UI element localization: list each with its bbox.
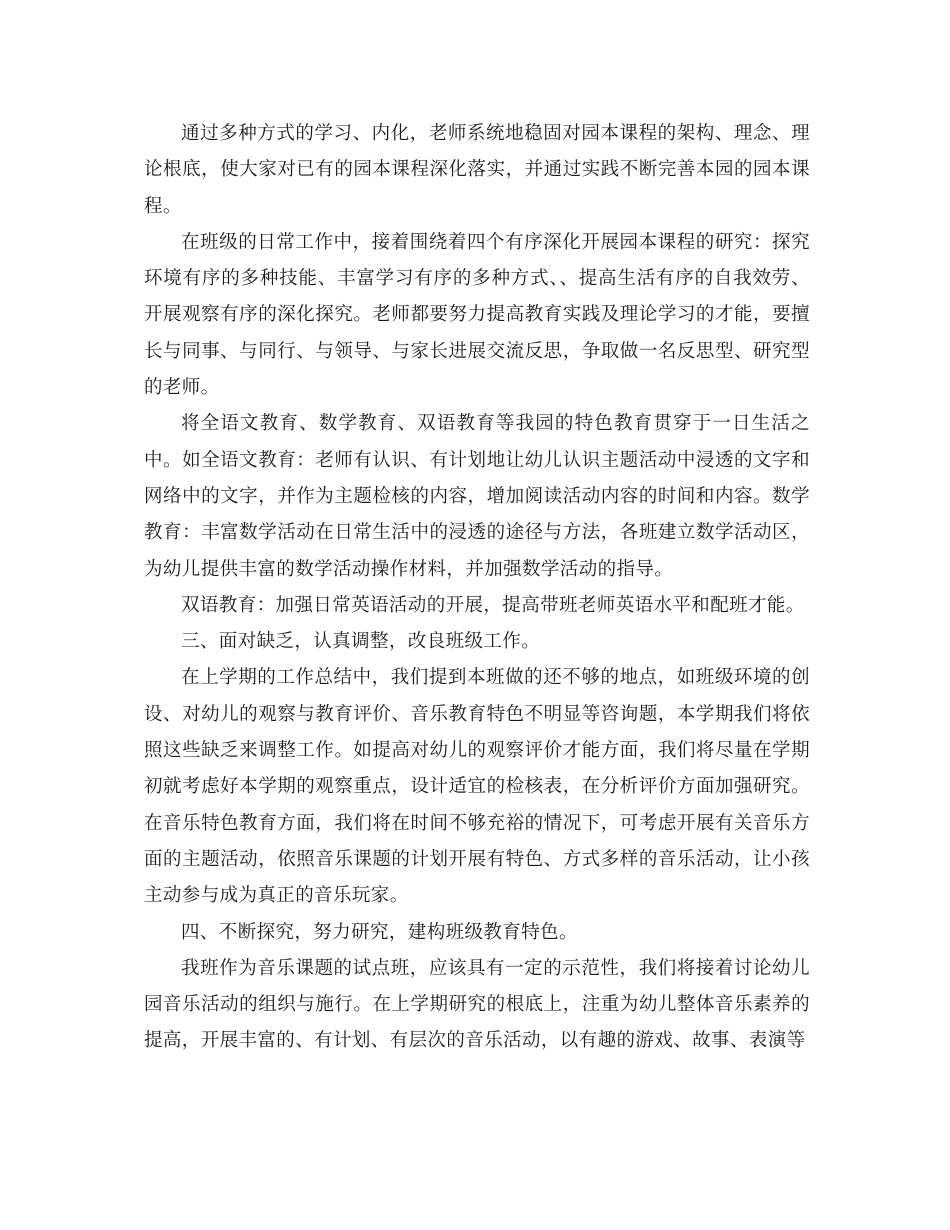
paragraph-3: 将全语文教育、数学教育、双语教育等我园的特色教育贯穿于一日生活之中。如全语文教育：老师有认识、有计划地让幼儿认识主题活动中浸透的文字和网络中的文字，并作为主题检核的内容，增加阅读活动内容的时间和内容。数学教育：丰富数学活动在日常生活中的浸透的途径与方法，各班建立数学活动区，为幼儿提供丰富的数学活动操作材料，并加强数学活动的指导。 [144,413,810,580]
paragraph-2: 在班级的日常工作中，接着围绕着四个有序深化开展园本课程的研究：探究环境有序的多种技能、丰富学习有序的多种方式、、提高生活有序的自我效劳、开展观察有序的深化探究。老师都要努力提高教育实践及理论学习的才能，要擅长与同事、与同行、与领导、与家长进展交流反思，争取做一名反思型、研究型的老师。 [144,231,810,399]
paragraph-1: 通过多种方式的学习、内化，老师系统地稳固对园本课程的架构、理念、理论根底，使大家对已有的园本课程深化落实，并通过实践不断完善本园的园本课程。 [144,123,810,217]
section-heading-3: 三、面对缺乏，认真调整，改良班级工作。 [181,631,541,653]
section-heading-4: 四、不断探究，努力研究，建构班级教育特色。 [181,921,578,943]
document-body [144,116,810,1060]
paragraph-5: 在上学期的工作总结中，我们提到本班做的还不够的地点，如班级环境的创设、对幼儿的观察与教育评价、音乐教育特色不明显等咨询题，本学期我们将依照这些缺乏来调整工作。如提高对幼儿的观察评价才能方面，我们将尽量在学期初就考虑好本学期的观察重点，设计适宜的检核表，在分析评价方面加强研究。在音乐特色教育方面，我们将在时间不够充裕的情况下，可考虑开展有关音乐方面的主题活动，依照音乐课题的计划开展有特色、方式多样的音乐活动，让小孩主动参与成为真正的音乐玩家。 [144,667,810,907]
paragraph-6: 我班作为音乐课题的试点班，应该具有一定的示范性，我们将接着讨论幼儿园音乐活动的组织与施行。在上学期研究的根底上，注重为幼儿整体音乐素养的提高，开展丰富的、有计划、有层次的音乐活动，以有趣的游戏、故事、表演等 [144,957,810,1052]
paragraph-4: 双语教育：加强日常英语活动的开展，提高带班老师英语水平和配班才能。 [181,594,805,616]
